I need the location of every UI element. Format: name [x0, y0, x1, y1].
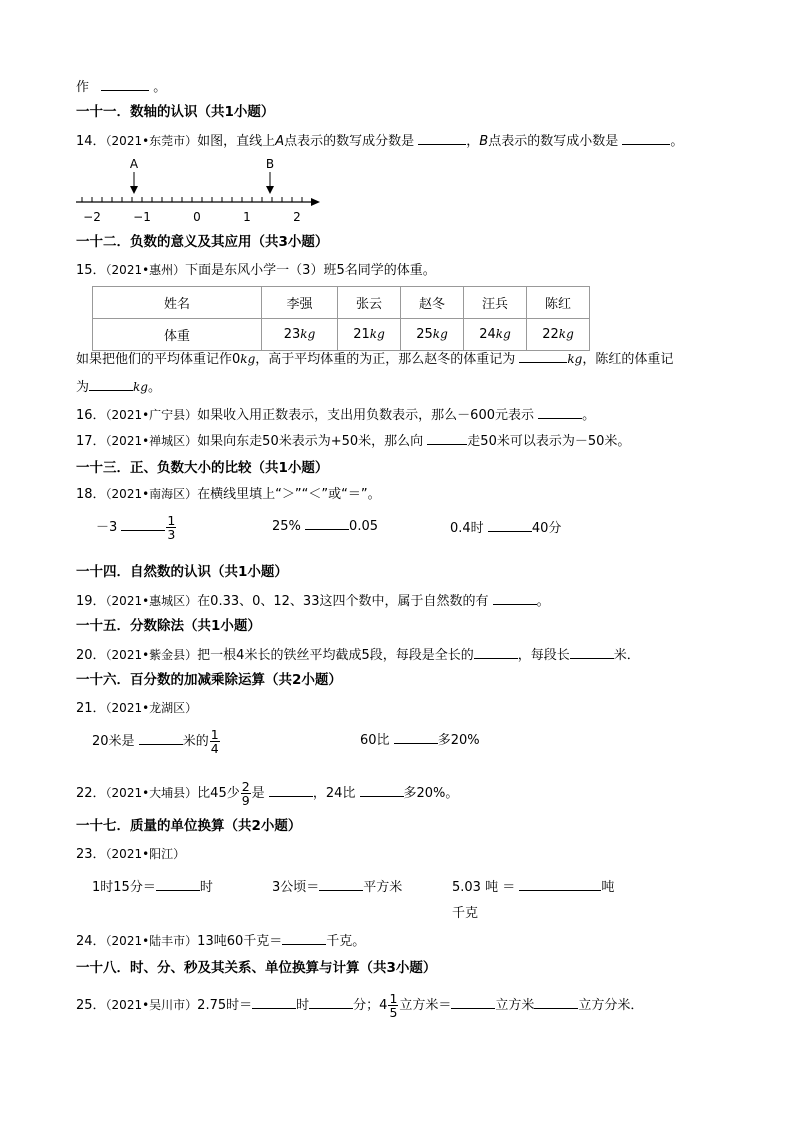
answer-blank[interactable]	[474, 646, 518, 659]
section-heading-13: 一十三．正、负数大小的比较（共1小题）	[76, 460, 329, 476]
q23-item-c-unit: 千克	[452, 906, 479, 921]
q23-item-b: 3公顷＝ 平方米	[272, 880, 403, 895]
question-18: 18．（2021•南海区）在横线里填上“＞”“＜”或“＝”。	[76, 487, 381, 502]
answer-blank[interactable]	[156, 878, 200, 891]
answer-blank[interactable]	[534, 996, 578, 1009]
weight-table	[92, 286, 590, 351]
table-row	[93, 287, 590, 319]
table-row	[93, 319, 590, 351]
answer-blank[interactable]	[305, 517, 349, 530]
table-cell: 22kg	[527, 319, 590, 351]
table-cell: 25kg	[401, 319, 464, 351]
table-cell: 汪兵	[464, 287, 527, 319]
answer-blank[interactable]	[319, 878, 363, 891]
section-heading-16: 一十六．百分数的加减乘除运算（共2小题）	[76, 672, 342, 688]
table-cell: 23kg	[262, 319, 338, 351]
answer-blank[interactable]	[139, 732, 183, 745]
table-cell: 21kg	[338, 319, 401, 351]
q18-item-a: －3 $\frac{1}{3}$	[96, 513, 176, 542]
q18-item-c: 0.4时 40分	[450, 521, 562, 536]
question-14: 14．（2021•东莞市）如图，直线上A点表示的数写成分数是 ，B点表示的数写成小数是 。	[76, 134, 684, 149]
question-22: 22．（2021•大埔县）比45少 $\frac{2}{9}$ 是 ，24比 多20%。	[76, 779, 459, 808]
svg-text:2: 2	[293, 210, 301, 224]
point-a-label: A	[129, 157, 139, 171]
answer-blank[interactable]	[252, 996, 296, 1009]
answer-blank[interactable]	[427, 432, 467, 445]
question-23: 23．（2021•阳江）	[76, 847, 186, 862]
question-20: 20．（2021•紫金县）把一根4米长的铁丝平均截成5段，每段是全长的 ，每段长 米．	[76, 648, 640, 663]
question-15-text-cont: 为 kg。	[76, 380, 161, 395]
point-b-label: B	[265, 157, 275, 171]
section-heading-12: 一十二．负数的意义及其应用（共3小题）	[76, 234, 329, 250]
question-25: 25．（2021•吴川市）2.75时＝ 时 分； 4 $\frac{1}{5}$ 立方米＝ 立方米 立方分米．	[76, 991, 644, 1020]
answer-blank[interactable]	[493, 592, 537, 605]
section-heading-18: 一十八．时、分、秒及其关系、单位换算与计算（共3小题）	[76, 960, 437, 976]
answer-blank[interactable]	[519, 878, 601, 891]
answer-blank[interactable]	[282, 932, 326, 945]
table-cell: 李强	[262, 287, 338, 319]
svg-text:−2: −2	[83, 210, 101, 224]
fraction: $\frac{1}{4}$	[210, 727, 219, 756]
question-19: 19．（2021•惠城区）在0.33、0、12、33这四个数中，属于自然数的有 。	[76, 594, 550, 609]
table-cell: 张云	[338, 287, 401, 319]
section-heading-11: 一十一．数轴的认识（共1小题）	[76, 104, 275, 120]
answer-blank[interactable]	[451, 996, 495, 1009]
table-header-cell: 姓名	[93, 287, 262, 319]
fraction: $\frac{1}{3}$	[167, 513, 176, 542]
number-line-figure	[70, 152, 330, 226]
table-cell: 赵冬	[401, 287, 464, 319]
mixed-number: 4 $\frac{1}{5}$	[379, 991, 398, 1020]
question-16: 16．（2021•广宁县）如果收入用正数表示，支出用负数表示，那么－600元表示 。	[76, 408, 596, 423]
answer-blank[interactable]	[418, 132, 466, 145]
question-24: 24．（2021•陆丰市）13吨60千克＝ 千克。	[76, 934, 366, 949]
q21-item-b: 60比 多20%	[360, 733, 480, 748]
answer-blank[interactable]	[89, 378, 133, 391]
answer-blank[interactable]	[360, 784, 404, 797]
answer-blank[interactable]	[101, 78, 149, 91]
answer-blank[interactable]	[269, 784, 313, 797]
svg-text:1: 1	[243, 210, 251, 224]
section-heading-14: 一十四．自然数的认识（共1小题）	[76, 564, 288, 580]
fraction: $\frac{2}{9}$	[241, 779, 250, 808]
section-heading-17: 一十七．质量的单位换算（共2小题）	[76, 818, 302, 834]
question-15-text: 如果把他们的平均体重记作0kg，高于平均体重的为正，那么赵冬的体重记为 kg，陈红的体重记	[76, 352, 674, 367]
question-17: 17．（2021•禅城区）如果向东走50米表示为+50米，那么向 走50米可以表示为－50米。	[76, 434, 631, 449]
answer-blank[interactable]	[538, 406, 582, 419]
svg-text:−1: −1	[133, 210, 151, 224]
table-header-cell: 体重	[93, 319, 262, 351]
answer-blank[interactable]	[488, 519, 532, 532]
arrow-head-icon	[311, 198, 320, 206]
answer-blank[interactable]	[394, 731, 438, 744]
answer-blank[interactable]	[309, 996, 353, 1009]
svg-text:0: 0	[193, 210, 201, 224]
q23-item-a: 1时15分＝ 时	[92, 880, 213, 895]
section-heading-15: 一十五．分数除法（共1小题）	[76, 618, 261, 634]
answer-blank[interactable]	[570, 646, 614, 659]
question-15: 15．（2021•惠州）下面是东风小学一（3）班5名同学的体重。	[76, 263, 436, 278]
table-cell: 陈红	[527, 287, 590, 319]
q18-item-b: 25% 0.05	[272, 519, 378, 534]
table-cell: 24kg	[464, 319, 527, 351]
answer-blank[interactable]	[121, 518, 165, 531]
answer-blank[interactable]	[519, 350, 567, 363]
continuation-line: 作 。	[76, 80, 167, 95]
q23-item-c: 5.03 吨 ＝ 吨	[452, 880, 615, 895]
question-21: 21．（2021•龙湖区）	[76, 701, 198, 716]
tick-labels	[83, 210, 301, 224]
answer-blank[interactable]	[622, 132, 670, 145]
tick-marks	[82, 197, 302, 202]
q21-item-a: 20米是 米的 $\frac{1}{4}$	[92, 727, 219, 756]
